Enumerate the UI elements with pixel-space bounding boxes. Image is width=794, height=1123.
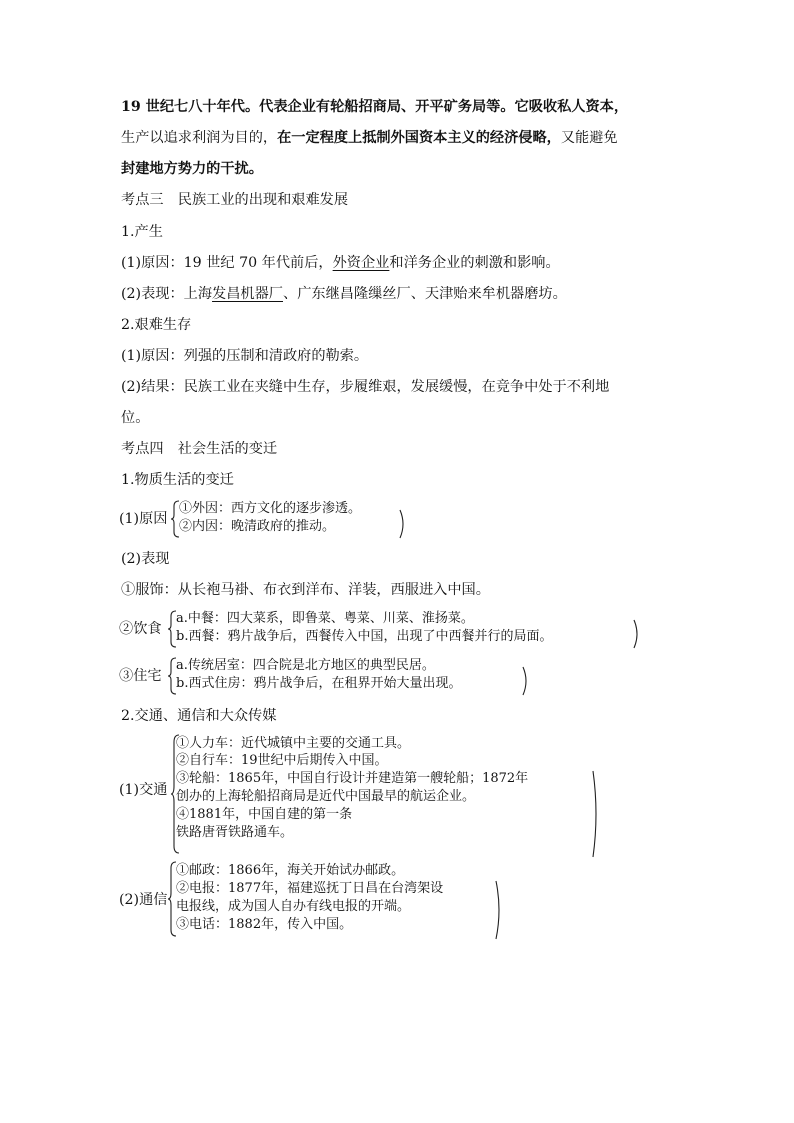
right-paren-icon (633, 619, 641, 649)
kp4-comm-item: 电报线，成为国人自办有线电报的开端。 (176, 899, 411, 914)
kp4-traffic-item: ①人力车：近代城镇中主要的交通工具。 (176, 736, 411, 751)
right-paren-icon (522, 666, 530, 696)
kp4-comm-item: ①邮政：1866年，海关开始试办邮政。 (176, 863, 405, 878)
intro-line-2 (121, 128, 618, 148)
kp4-traffic-item: ③轮船：1865年，中国自行设计并建造第一艘轮船；1872年 (176, 771, 529, 786)
kp4-traffic-item: ④1881年，中国自建的第一条 (176, 807, 353, 822)
kp4-show-label: (2)表现 (121, 551, 170, 567)
kp4-comm-label: (2)通信 (119, 892, 168, 908)
kp3-section-1: 1.产生 (121, 224, 163, 240)
kp4-section-1: 1.物质生活的变迁 (121, 472, 234, 488)
kp3-result: (2)结果：民族工业在夹缝中生存，步履维艰，发展缓慢，在竞争中处于不利地 (121, 379, 610, 395)
kp4-cause-item: ①外因：西方文化的逐步渗透。 (179, 501, 362, 516)
intro-line-2b: 在一定程度上抵制外国资本主义的经济侵略， (277, 130, 561, 146)
kp4-comm-item: ②电报：1877年，福建巡抚丁日昌在台湾架设 (176, 881, 444, 896)
kp4-traffic-item: ②自行车：19世纪中后期传入中国。 (176, 753, 388, 768)
kp4-cause-label: (1)原因 (119, 511, 168, 527)
kp4-traffic-item: 铁路唐胥铁路通车。 (176, 825, 294, 840)
kp3-cause (121, 253, 560, 273)
kp3-cause-underlined: 外资企业 (332, 255, 390, 271)
kp3-cause-a: (1)原因：19 世纪 70 年代前后， (121, 255, 333, 271)
kp3-reason: (1)原因：列强的压制和清政府的勒索。 (121, 348, 369, 364)
kp4-comm-item: ③电话：1882年，传入中国。 (176, 917, 353, 932)
kp4-section-2: 2.交通、通信和大众传媒 (121, 708, 277, 724)
kp3-cause-b: 和洋务企业的刺激和影响。 (389, 255, 560, 271)
intro-line-3: 封建地方势力的干扰。 (121, 161, 263, 177)
kp4-house-label: ③住宅 (119, 668, 162, 684)
kp4-clothing: ①服饰：从长袍马褂、布衣到洋布、洋装，西服进入中国。 (121, 582, 490, 598)
kp4-traffic-label: (1)交通 (119, 782, 168, 798)
intro-line-2a: 生产以追求利润为目的， (121, 130, 278, 146)
kp4-title: 考点四 社会生活的变迁 (121, 441, 278, 457)
intro-line-2c: 又能避免 (560, 130, 618, 146)
kp4-food-item: a.中餐：四大菜系，即鲁菜、粤菜、川菜、淮扬菜。 (176, 611, 474, 626)
kp4-house-item: b.西式住房：鸦片战争后，在租界开始大量出现。 (176, 676, 462, 691)
kp4-cause-item: ②内因：晚清政府的推动。 (179, 519, 336, 534)
right-paren-icon (399, 509, 407, 539)
kp4-food-label: ②饮食 (119, 621, 162, 637)
kp3-show (121, 284, 567, 304)
intro-line-1: 19 世纪七八十年代。代表企业有轮船招商局、开平矿务局等。它吸收私人资本， (121, 99, 629, 115)
kp4-food-item: b.西餐：鸦片战争后，西餐传入中国，出现了中西餐并行的局面。 (176, 629, 553, 644)
kp3-show-underlined: 发昌机器厂 (212, 286, 283, 302)
kp3-result-cont: 位。 (121, 410, 150, 426)
kp3-show-b: 、广东继昌隆缫丝厂、天津贻来牟机器磨坊。 (283, 286, 567, 302)
kp3-section-2: 2.艰难生存 (121, 317, 192, 333)
right-paren-icon (495, 880, 503, 940)
kp3-title: 考点三 民族工业的出现和艰难发展 (121, 192, 349, 208)
kp4-traffic-item: 创办的上海轮船招商局是近代中国最早的航运企业。 (176, 789, 476, 804)
kp3-show-a: (2)表现：上海 (121, 286, 213, 302)
kp4-house-item: a.传统居室：四合院是北方地区的典型民居。 (176, 658, 435, 673)
right-paren-icon (592, 770, 600, 858)
